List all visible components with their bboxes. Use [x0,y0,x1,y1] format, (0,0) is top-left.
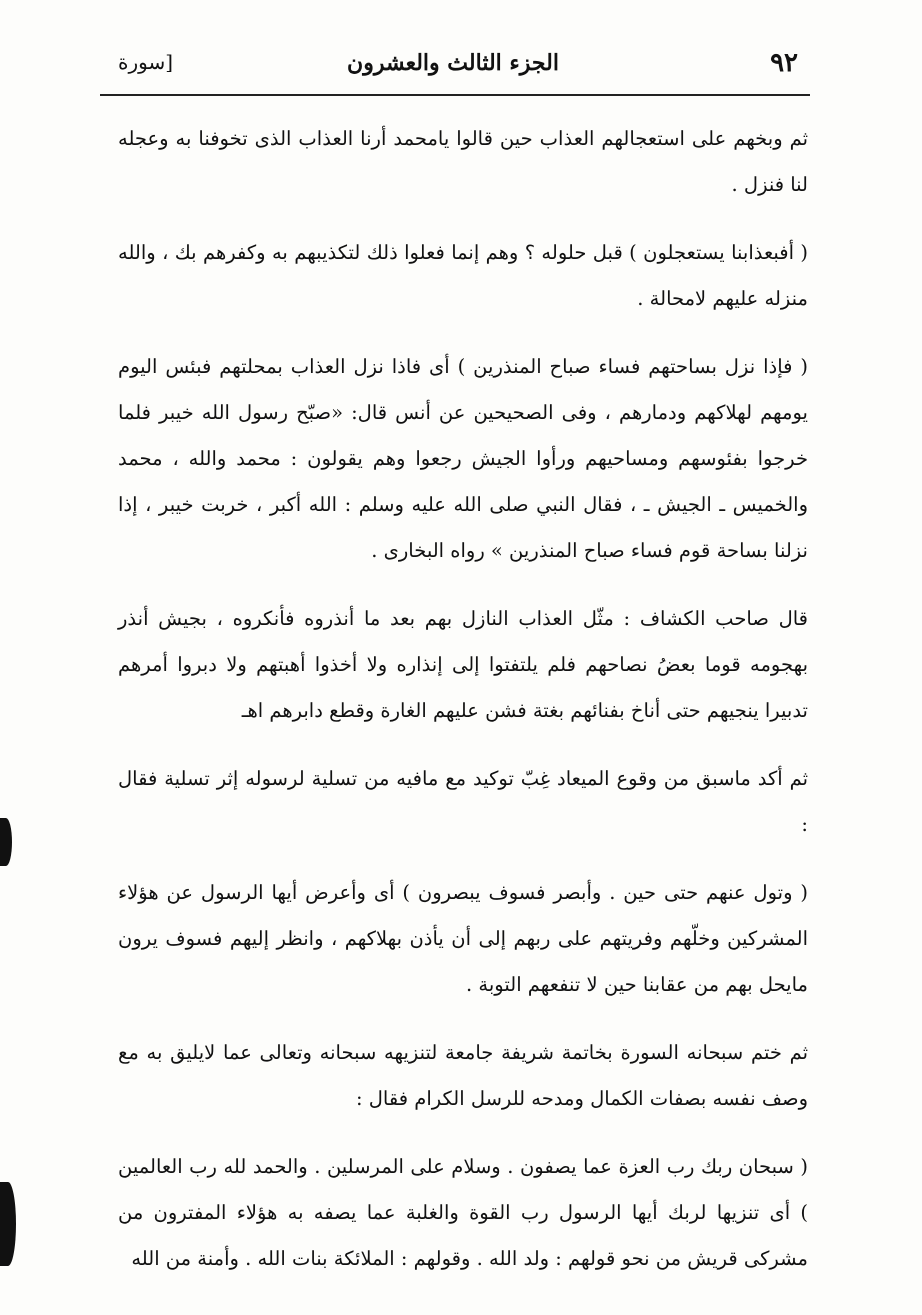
scan-edge-mark [0,818,12,866]
paragraph: ( أفبعذابنا يستعجلون ) قبل حلوله ؟ وهم إنما فعلوا ذلك لتكذيبهم به وكفرهم بك ، والله منزله عليهم لامحالة . [118,241,808,310]
paragraph: ثم أكد ماسبق من وقوع الميعاد غِبّ توكيد مع مافيه من تسلية لرسوله إثر تسلية فقال : [118,767,808,836]
paragraph: ثم وبخهم على استعجالهم العذاب حين قالوا يامحمد أرنا العذاب الذى تخوفنا به وعجله لنا فنزل . [118,127,808,196]
running-title: الجزء الثالث والعشرون [347,50,559,76]
surah-label: [سورة [118,50,174,74]
scan-edge-mark [0,1182,16,1266]
header-rule [100,94,810,96]
paragraph: ( وتول عنهم حتى حين . وأبصر فسوف يبصرون ) أى وأعرض أيها الرسول عن هؤلاء المشركين وخلّهم وفريتهم على ربهم إلى أن يأذن بهلاكهم ، وانظر إليهم فسوف يرون مايحل بهم من عقابنا حين لا تنفعهم التوبة . [118,881,808,996]
paragraph: ( فإذا نزل بساحتهم فساء صباح المنذرين ) أى فاذا نزل العذاب بمحلتهم فبئس اليوم يومهم لهلاكهم ودمارهم ، وفى الصحيحين عن أنس قال: «صبّح رسول الله خيبر فلما خرجوا بفئوسهم ومساحيهم ورأوا الجيش رجعوا وهم يقولون : محمد والله ، محمد والخميس ـ الجيش ـ ، فقال النبي صلى الله عليه وسلم : الله أكبر ، خربت خيبر ، إذا نزلنا بساحة قوم فساء صباح المنذرين » رواه البخارى . [118,355,808,562]
page-number: ٩٢ [770,48,798,78]
paragraph: قال صاحب الكشاف : مثّل العذاب النازل بهم بعد ما أنذروه فأنكروه ، بجيش أنذر بهجومه قوما بعضُ نصاحهم فلم يلتفتوا إلى إنذاره ولا أخذوا أهبتهم ولا دبروا أمرهم تدبيرا ينجيهم حتى أناخ بفنائهم بغتة فشن عليهم الغارة وقطع دابرهم اهـ [118,607,808,722]
paragraph: ثم ختم سبحانه السورة بخاتمة شريفة جامعة لتنزيهه سبحانه وتعالى عما لايليق به مع وصف نفسه بصفات الكمال ومدحه للرسل الكرام فقال : [118,1041,808,1110]
body-text [118,116,808,1304]
paragraph: ( سبحان ربك رب العزة عما يصفون . وسلام على المرسلين . والحمد لله رب العالمين ) أى تنزيها لربك أيها الرسول رب القوة والغلبة عما يصفه به هؤلاء المفترون من مشركى قريش من نحو قولهم : ولد الله . وقولهم : الملائكة بنات الله . وأمنة من الله [118,1155,808,1270]
page-header [108,44,798,88]
